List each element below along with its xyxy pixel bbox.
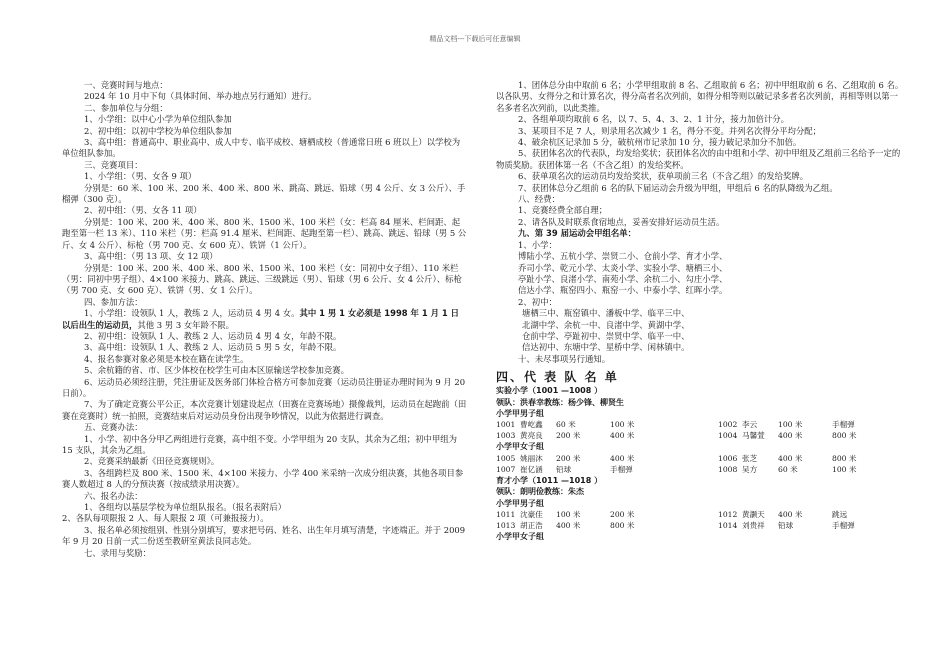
athlete-name: 崔亿涵 — [520, 464, 543, 474]
team-1-group-2-label: 小学甲女子组 — [496, 442, 544, 452]
athlete-name: 马馨萱 — [742, 431, 765, 441]
rules-adopted: 2、竞赛采纳最新《田径竞赛规则》。 — [84, 456, 220, 467]
primary-events-title: 1、小学组：（男、女各 9 项） — [84, 171, 197, 182]
competition-time: 2024 年 10 月中下旬（具体时间、举办地点另行通知）进行。 — [84, 91, 317, 102]
junior-events-title: 2、初中组：（男、女各 11 项） — [84, 205, 202, 216]
event-1: 60 米 — [556, 420, 576, 430]
table-row — [496, 464, 857, 475]
athlete-number: 1007 — [496, 464, 516, 474]
event-2: 跳远 — [832, 510, 848, 519]
camera-rule: 7、为了确定竞赛公平公正，本次竞赛计划建设起点（田赛在竞赛场地）摄像裁判，运动员在起跑前（田赛在竞赛时）统一拍照，竞赛结束后对运动员身份出现争吵情况，以此为依据进行调查。 — [62, 399, 467, 421]
primary-school-list-2: 乔司小学、乾元小学、太炎小学、实验小学、塘栖三小、 — [518, 262, 728, 273]
event-2: 手榴弹 — [610, 464, 633, 474]
junior-school-list-1: 塘栖三中、瓶窑镇中、潘板中学、临平三中、 — [522, 308, 690, 319]
eligibility-rule: 4、报名参赛对象必须是本校在籍在读学生。 — [84, 353, 249, 364]
event-2: 手榴弹 — [832, 420, 855, 430]
event-2: 800 米 — [832, 431, 857, 441]
senior-entry-rule: 3、高中组：设领队 1 人、教练 2 人、运动员 5 男 5 女，年龄不限。 — [84, 342, 342, 353]
event-1: 200 米 — [556, 431, 581, 441]
primary-events: 分别是：60 米、100 米、200 米、400 米、800 米、跳高、跳远、铅球（男 4 公斤、女 3 公斤）、手榴弹（300 克）。 — [62, 182, 466, 205]
event-1: 200 米 — [556, 453, 581, 463]
signup-limit-rule: 2、各队每项限报 2 人、每人限报 2 项（可兼报接力）。 — [62, 513, 269, 524]
primary-entry-rule — [62, 308, 467, 331]
event-1: 铅球 — [556, 464, 572, 474]
athlete-number: 1013 — [496, 521, 516, 530]
signup-unit-rule: 1、各组均以基层学校为单位组队报名。（报名表附后） — [84, 502, 287, 513]
team-1-name: 实验小学（1001 —1008 ） — [496, 386, 603, 396]
junior-group: 2、初中组：以初中学校为单位组队参加 — [84, 125, 232, 136]
junior-school-list-3: 仓前中学、亭趾初中、崇贤中学、临平一中、 — [522, 330, 690, 341]
athlete-name: 刘贵祥 — [742, 521, 765, 530]
event-2: 100 米 — [610, 420, 635, 430]
record-bonus-rule: 4、破余杭区记录加 5 分，破杭州市记录加 10 分，接力破记录加分不加倍。 — [518, 137, 802, 148]
signup-form-rule: 3、报名单必须按组别、性别分别填写，要求把号码、姓名、出生年月填写清楚，字迹端正。并于 2009 年 9 月 20 日前一式二份送至教研室黄法良同志处。 — [62, 524, 466, 547]
event-1: 100 米 — [778, 420, 803, 430]
junior-entry-rule: 2、初中组：设领队 1 人、教练 2 人、运动员 4 男 4 女，年龄不限。 — [84, 330, 342, 341]
athlete-name: 张芝 — [742, 453, 758, 463]
individual-score-rule: 2、各组单项均取前 6 名，以 7、5、4、3、2、1 计分，接力加倍计分。 — [518, 114, 790, 125]
event-2: 100 米 — [832, 464, 857, 474]
table-row — [496, 509, 855, 520]
section-2-title: 二、参加单位与分组： — [84, 102, 168, 113]
primary-group: 1、小学组：以中心小学为单位组队参加 — [84, 114, 232, 125]
athlete-number: 1014 — [718, 521, 738, 530]
primary-school-list-1: 博陆小学、五杭小学、崇贤二小、仓前小学、育才小学、 — [518, 251, 728, 262]
table-row — [496, 453, 857, 464]
event-1: 400 米 — [778, 431, 803, 441]
team-score-rule: 1、团体总分由中取前 6 名；小学甲组取前 8 名、乙组取前 6 名；初中甲组取前 6 名、乙组取前 6 名。以各队男、女得分之和计算名次，得分高者名次列前，如得分相等则以破记录多者名次列前，再相等则以第一名多者名次列前，以此类推。 — [496, 80, 904, 113]
table-row — [496, 520, 855, 531]
primary-list-title: 1、小学： — [518, 239, 557, 250]
junior-school-list-4: 信达初中、东塘中学、星桥中学、闲林镇中。 — [522, 342, 690, 353]
senior-events-title: 3、高中组：（男 13 项、女 12 项） — [84, 251, 218, 262]
junior-school-list-2: 北湖中学、余杭一中、良渚中学、黄湖中学、 — [522, 319, 690, 330]
section-9-title: 九、第 39 届运动会甲组名单： — [518, 228, 636, 239]
primary-school-list-4: 信达小学、瓶窑四小、瓶窑一小、中泰小学、红晖小学。 — [518, 285, 728, 296]
right-column — [496, 80, 906, 542]
lodging-rule: 2、请各队及时联系食宿地点，妥善安排好运动员生活。 — [518, 216, 725, 227]
registration-rule: 6、运动员必须经注册，凭注册证及医务部门体检合格方可参加竞赛（运动员注册证办理时间为 9 月 20 日前）。 — [62, 376, 466, 398]
athlete-name: 黄灏天 — [742, 510, 765, 519]
section-3-title: 三、竞赛项目： — [84, 159, 143, 170]
event-1: 400 米 — [556, 521, 581, 530]
team-award-rule: 5、获团体名次的代表队，均发给奖状；获团体名次的由中组和小学、初中甲组及乙组前三名给予一定的物质奖励。获团体第一名（不含乙组）的发给奖杯。 — [496, 148, 901, 170]
event-2: 200 米 — [610, 510, 635, 519]
event-1: 100 米 — [556, 510, 581, 519]
athlete-name: 吴方 — [742, 464, 758, 474]
athlete-name: 胡正浩 — [520, 521, 543, 530]
table-row — [496, 419, 857, 430]
athlete-name: 李云 — [742, 420, 758, 430]
page-header: 精品文档---下载后可任意编辑 — [429, 35, 521, 43]
team-1-group-1-label: 小学甲男子组 — [496, 408, 544, 418]
event-1: 铅球 — [778, 521, 794, 530]
roster-title: 四、代 表 队 名 单 — [496, 370, 619, 385]
athlete-number: 1004 — [718, 431, 738, 441]
athlete-name: 黄亮良 — [520, 431, 543, 441]
athlete-number: 1003 — [496, 431, 516, 441]
section-8-title: 八、经费： — [518, 194, 560, 205]
team-2-group-1-table — [496, 509, 855, 531]
athlete-number: 1011 — [496, 510, 516, 519]
team-1-leaders: 领队：洪春幸教练：杨少锋、柳贤生 — [496, 397, 624, 407]
team-2-name: 育才小学（1011 —1018 ） — [496, 475, 603, 485]
athlete-number: 1001 — [496, 420, 516, 430]
insufficient-entries-rule: 3、某项目不足 7 人，则录用名次减少 1 名，得分不变。并列名次得分平均分配； — [518, 125, 822, 136]
primary-school-list-3: 亭趾小学、良渚小学、南苑小学、余杭二小、勾庄小学、 — [518, 273, 728, 284]
table-row — [496, 430, 857, 441]
athlete-number: 1012 — [718, 510, 738, 519]
team-2-leaders: 领队：朗明俭教练：朱杰 — [496, 487, 584, 497]
team-1-group-2-table — [496, 453, 857, 475]
senior-events: 分别是：100 米、200 米、400 米、800 米、1500 米、100 米栏（女：同初中女子组）、110 米栏（男：同初中男子组）、4×100 米接力、跳高、跳远、三级跳远（男）、铅球（男 6 公斤、女 4 公斤）、标枪（男 700 克、女 600 克）、铁饼（男、女 1 公斤）。 — [62, 262, 462, 296]
athlete-name: 沈豪佳 — [520, 510, 543, 519]
section-6-title: 六、报名办法： — [84, 490, 143, 501]
event-2: 手榴弹 — [832, 521, 855, 530]
team-2-group-1-label: 小学甲男子组 — [496, 498, 544, 508]
age-unlimited: 其他 3 男 3 女年龄不限。 — [137, 319, 235, 330]
event-2: 800 米 — [610, 521, 635, 530]
section-5-title: 五、竞赛办法： — [84, 422, 143, 433]
section-10-title: 十、未尽事项另行通知。 — [518, 353, 611, 364]
event-2: 800 米 — [832, 453, 857, 463]
athlete-number: 1005 — [496, 453, 516, 463]
age-requirement: 其中 1 男 1 女必须是 1998 年 1 月 1 日以后出生的运动员， — [62, 308, 459, 330]
team-1-group-1-table — [496, 419, 857, 441]
primary-entry-text: 1、小学组：设领队 1 人，教练 2 人，运动员 4 男 4 女。 — [84, 308, 300, 319]
event-1: 400 米 — [778, 453, 803, 463]
individual-award-rule: 6、获单项名次的运动员均发给奖状，获单项前三名（不含乙组）的发给奖牌。 — [518, 171, 809, 182]
junior-list-title: 2、初中： — [518, 296, 557, 307]
event-1: 400 米 — [778, 510, 803, 519]
senior-group: 3、高中组：普通高中、职业高中、成人中专、临平成校、塘栖成校（普通常日班 6 班以上）以学校为单位组队参加。 — [62, 137, 461, 159]
athlete-name: 姚丽沐 — [520, 453, 543, 463]
event-2: 400 米 — [610, 453, 635, 463]
athlete-number: 1008 — [718, 464, 738, 474]
section-7-title: 七、录用与奖励： — [84, 547, 151, 558]
athlete-name: 曹屹鑫 — [520, 420, 543, 430]
section-1-title: 一、竞赛时间与地点： — [84, 80, 168, 90]
section-4-title: 四、参加方法： — [84, 296, 143, 307]
athlete-number: 1006 — [718, 453, 738, 463]
division-rule: 1、小学、初中各分甲乙两组进行竞赛，高中组不变。小学甲组为 20 支队，其余为乙组；初中甲组为 15 支队，其余为乙组。 — [62, 433, 458, 455]
finals-rule: 3、各组跨栏及 800 米、1500 米、4×100 米接力、小学 400 米采纳一次成分组决赛，其他各项目参赛人数超过 8 人的分预决赛（按成绩录用决赛）。 — [62, 467, 464, 490]
event-2: 400 米 — [610, 431, 635, 441]
event-1: 60 米 — [778, 464, 798, 474]
promotion-rule: 7、获团体总分乙组前 6 名的队下届运动会升级为甲组，甲组后 6 名的队降级为乙组。 — [518, 182, 838, 193]
fee-rule: 1、竞赛经费全部自理； — [518, 205, 608, 216]
sports-school-rule: 5、余杭籍的省、市、区少体校在校学生可由本区原输送学校参加竞赛。 — [84, 365, 349, 376]
junior-events: 分别是：100 米、200 米、400 米、800 米、1500 米、100 米栏（女：栏高 84 厘米、栏间距、起跑至第一栏 13 米）、110 米栏（男：栏高 91.4 厘米、栏间距、起跑至第一栏）、跳高、跳远、铅球（男 5 公斤、女 4 公斤）、标枪（男 700 克、女 600 克）、铁饼（1 公斤）。 — [62, 216, 467, 250]
athlete-number: 1002 — [718, 420, 738, 430]
left-column — [62, 80, 467, 559]
team-2-group-2-label: 小学甲女子组 — [496, 532, 544, 541]
